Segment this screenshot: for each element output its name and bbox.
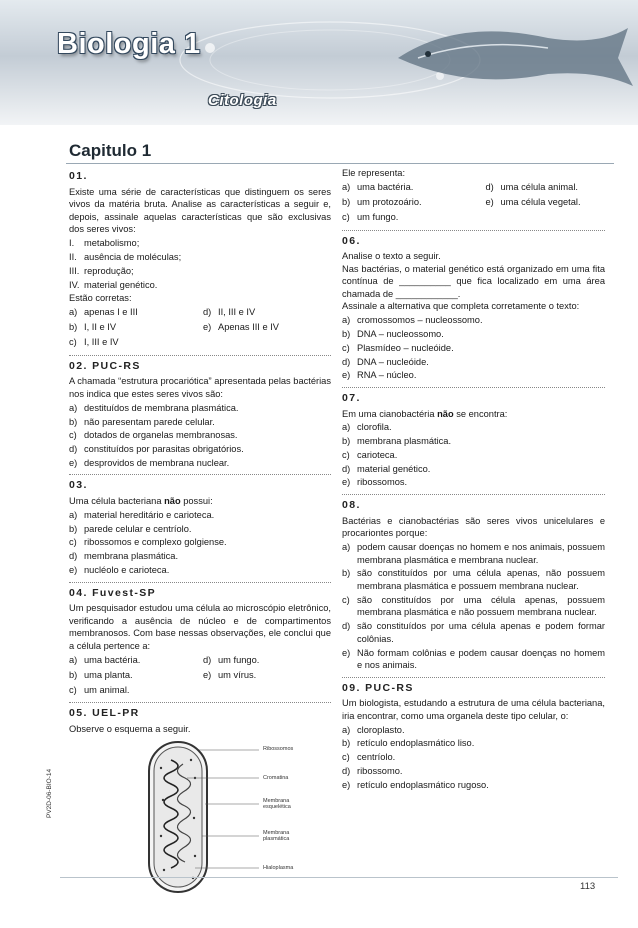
option-e: e) Apenas III e IV	[203, 322, 279, 333]
figure-label: Cromatina	[263, 774, 289, 781]
option-c: c) ribossomos e complexo golgiense.	[69, 537, 227, 548]
option-c: c) carioteca.	[342, 449, 398, 460]
question-divider	[342, 677, 605, 678]
option-e: e) retículo endoplasmático rugoso.	[342, 779, 489, 790]
option-a: a) material hereditário e carioteca.	[69, 509, 215, 520]
option-d: d) constituídos por parasitas obrigatórios.	[69, 444, 244, 455]
left-column	[69, 167, 331, 901]
question-number: 07.	[342, 391, 361, 404]
option-c: c) Plasmídeo – nucleóide.	[342, 342, 454, 353]
footer-divider	[60, 877, 618, 878]
option-b: b) membrana plasmática.	[342, 436, 452, 447]
option-e: e) RNA – núcleo.	[342, 370, 417, 381]
statement-item: IV. material genético.	[69, 279, 158, 290]
option-d: d) um fungo.	[203, 654, 260, 665]
option-d: d) são constituídos por uma célula apenas e podem formar colônias.	[342, 621, 605, 644]
chapter-title: Capitulo 1	[69, 141, 152, 160]
question-stem: Ele representa:	[342, 168, 406, 178]
figure-label: Membrana plasmática	[263, 829, 290, 842]
option-c: c) são constituídos por uma célula apenas, possuem membrana plasmática e não possuem membrana nuclear.	[342, 594, 605, 618]
statement-item: II. ausência de moléculas;	[69, 251, 182, 262]
topic-title: Citologia	[208, 92, 277, 109]
question-text: Nas bactérias, o material genético está organizado em uma fita contínua de __________ que fica localizado em uma área chamada de ____________.	[342, 263, 605, 299]
option-c: c) um fungo.	[342, 211, 399, 222]
question-02	[69, 360, 331, 470]
option-c: c) I, III e IV	[69, 337, 119, 347]
bacterium-drawing	[109, 738, 259, 896]
question-number: 01.	[69, 170, 88, 182]
figure-label: Ribossomos	[263, 745, 294, 752]
option-grid	[69, 653, 331, 698]
question-divider	[69, 702, 331, 703]
question-number: 09. PUC-RS	[342, 681, 414, 694]
question-04	[69, 587, 331, 698]
option-e: e) nucléolo e carioteca.	[69, 564, 170, 575]
right-column	[342, 167, 605, 796]
option-d: d) material genético.	[342, 463, 431, 474]
question-stem: Em uma cianobactéria não se encontra:	[342, 408, 508, 419]
question-08	[342, 499, 605, 672]
fish-illustration	[388, 8, 638, 98]
option-e: e) ribossomos.	[342, 477, 408, 488]
question-stem: Existe uma série de características que distinguem os seres vivos da matéria bruta. Analise as características a seguir e, depois, assinale aquelas características que são exclusivas dos seres vivos:	[69, 186, 331, 235]
question-stem: Um pesquisador estudou uma célula ao microscópio eletrônico, verificando a ausência de núcleo e de compartimentos membranosos. Com base nessas observações, ele conclui que a célula pertence a:	[69, 603, 331, 651]
statement-item: I. metabolismo;	[69, 238, 140, 249]
question-05-continued	[342, 167, 605, 225]
question-stem: Observe o esquema a seguir.	[69, 724, 191, 735]
option-a: a) cromossomos – nucleossomo.	[342, 315, 483, 326]
figure-label: Hialoplasma	[263, 864, 294, 871]
option-b: b) DNA – nucleossomo.	[342, 329, 444, 340]
option-d: d) ribossomo.	[342, 766, 403, 777]
question-divider	[69, 582, 331, 583]
option-d: d) II, III e IV	[203, 307, 256, 318]
question-01	[69, 170, 331, 350]
option-b: b) retículo endoplasmático liso.	[342, 738, 475, 749]
option-a: a) clorofila.	[342, 422, 392, 433]
option-a: a) destituídos de membrana plasmática.	[69, 402, 239, 413]
option-b: b) não paresentam parede celular.	[69, 416, 215, 427]
header-banner	[0, 0, 638, 125]
option-d: d) uma célula animal.	[485, 181, 578, 192]
question-number: 03.	[69, 479, 88, 492]
question-divider	[342, 230, 605, 231]
option-c: c) dotados de organelas membranosas.	[69, 430, 238, 441]
question-stem: Um biologista, estudando a estrutura de uma célula bacteriana, iria encontrar, como uma organela deste tipo celular, o:	[342, 698, 605, 721]
question-stem: Analise o texto a seguir.	[342, 251, 441, 262]
option-e: e) Não formam colônias e podem causar doenças no homem e nos animais.	[342, 647, 605, 671]
question-06	[342, 235, 605, 382]
question-divider	[69, 355, 331, 356]
option-a: a) uma bactéria.	[69, 654, 141, 665]
question-07	[342, 392, 605, 489]
question-stem: Uma célula bacteriana não possui:	[69, 496, 213, 507]
question-05	[69, 707, 331, 895]
option-b: b) são constituídos por uma célula apenas, não possuem membrana plasmática e possuem membrana nuclear.	[342, 568, 605, 591]
question-prompt: Assinale a alternativa que completa corretamente o texto:	[342, 301, 580, 312]
question-divider	[69, 474, 331, 475]
bacterium-diagram	[69, 738, 331, 896]
figure-label: Membrana esquelética	[263, 797, 291, 810]
option-d: d) membrana plasmática.	[69, 551, 179, 562]
statement-item: III. reprodução;	[69, 265, 134, 276]
question-divider	[342, 494, 605, 495]
option-a: a) podem causar doenças no homem e nos animais, possuem membrana plasmática e membrana nuclear.	[342, 542, 605, 565]
question-number: 06.	[342, 234, 361, 247]
option-e: e) desprovidos de membrana nuclear.	[69, 457, 230, 468]
question-number: 05. UEL-PR	[69, 707, 140, 720]
option-c: c) centríolo.	[342, 752, 396, 763]
chapter-divider	[66, 163, 614, 164]
question-divider	[342, 387, 605, 388]
question-stem: Bactérias e cianobactérias são seres vivos unicelulares e procariontes porque:	[342, 515, 605, 539]
option-e: e) um vírus.	[203, 669, 257, 680]
book-title: Biologia 1	[57, 28, 201, 60]
option-a: a) uma bactéria.	[342, 181, 414, 192]
question-03	[69, 479, 331, 576]
option-grid	[342, 180, 605, 225]
page-number: 113	[580, 881, 596, 892]
option-c: c) um animal.	[69, 684, 130, 695]
option-b: b) I, II e IV	[69, 322, 117, 333]
option-e: e) uma célula vegetal.	[485, 196, 581, 207]
question-09	[342, 682, 605, 792]
side-code: PV2D-06-BIO-14	[46, 768, 53, 818]
option-b: b) parede celular e centríolo.	[69, 523, 192, 534]
option-grid	[69, 305, 331, 350]
option-d: d) DNA – nucleóide.	[342, 356, 429, 367]
question-number: 02. PUC-RS	[69, 359, 141, 372]
option-b: b) um protozoário.	[342, 196, 422, 207]
question-number: 04. Fuvest-SP	[69, 586, 157, 599]
option-a: a) cloroplasto.	[342, 724, 405, 735]
option-b: b) uma planta.	[69, 669, 133, 680]
option-a: a) apenas I e III	[69, 307, 138, 318]
question-stem: A chamada “estrutura procariótica” apresentada pelas bactérias nos indica que estes seres vivos são:	[69, 376, 332, 399]
question-prompt: Estão corretas:	[69, 293, 132, 304]
question-number: 08.	[342, 499, 361, 512]
